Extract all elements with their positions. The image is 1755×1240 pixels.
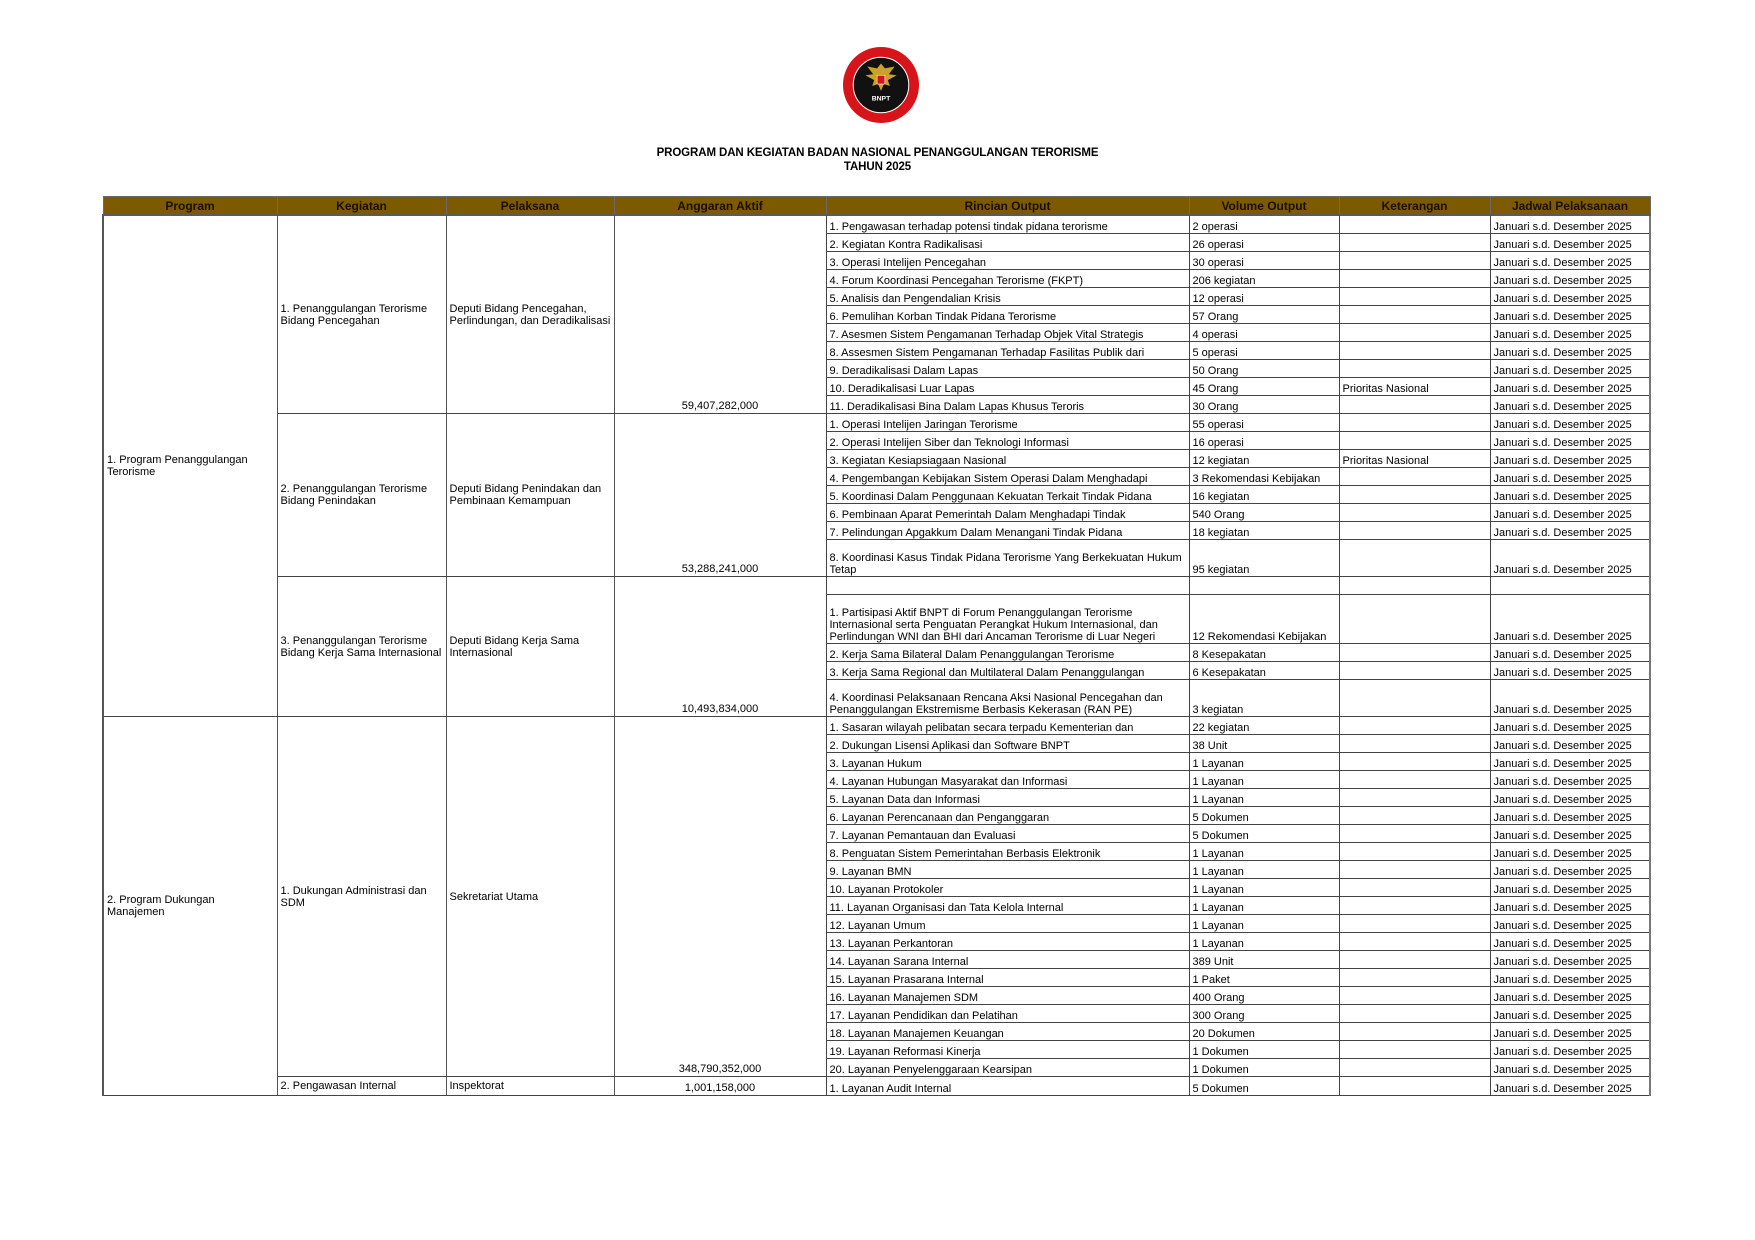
- volume-output-cell: 3 kegiatan: [1189, 680, 1339, 717]
- jadwal-cell: Januari s.d. Desember 2025: [1490, 825, 1650, 843]
- kegiatan-cell: 3. Penanggulangan Terorisme Bidang Kerja Sama Internasional: [277, 577, 446, 717]
- keterangan-cell: [1339, 644, 1490, 662]
- rincian-output-cell: 2. Kegiatan Kontra Radikalisasi: [826, 234, 1189, 252]
- rincian-output-cell: 12. Layanan Umum: [826, 915, 1189, 933]
- volume-output-cell: 18 kegiatan: [1189, 522, 1339, 540]
- column-header-jadwal: Jadwal Pelaksanaan: [1490, 197, 1650, 216]
- table-row: [103, 1077, 1650, 1096]
- keterangan-cell: [1339, 1023, 1490, 1041]
- svg-text:BNPT: BNPT: [871, 95, 891, 103]
- pelaksana-cell: Deputi Bidang Pencegahan, Perlindungan, dan Deradikalisasi: [446, 215, 614, 414]
- rincian-output-cell: 1. Operasi Intelijen Jaringan Terorisme: [826, 414, 1189, 432]
- keterangan-cell: [1339, 595, 1490, 644]
- keterangan-cell: [1339, 680, 1490, 717]
- volume-output-cell: 1 Layanan: [1189, 897, 1339, 915]
- volume-output-cell: 26 operasi: [1189, 234, 1339, 252]
- volume-output-cell: 38 Unit: [1189, 735, 1339, 753]
- keterangan-cell: [1339, 843, 1490, 861]
- jadwal-cell: Januari s.d. Desember 2025: [1490, 662, 1650, 680]
- jadwal-cell: Januari s.d. Desember 2025: [1490, 969, 1650, 987]
- rincian-output-cell: 6. Pembinaan Aparat Pemerintah Dalam Menghadapi Tindak: [826, 504, 1189, 522]
- rincian-output-cell: 13. Layanan Perkantoran: [826, 933, 1189, 951]
- pelaksana-cell: Sekretariat Utama: [446, 717, 614, 1077]
- keterangan-cell: [1339, 735, 1490, 753]
- volume-output-cell: 4 operasi: [1189, 324, 1339, 342]
- volume-output-cell: 400 Orang: [1189, 987, 1339, 1005]
- jadwal-cell: Januari s.d. Desember 2025: [1490, 234, 1650, 252]
- keterangan-cell: [1339, 807, 1490, 825]
- rincian-output-cell: 9. Layanan BMN: [826, 861, 1189, 879]
- rincian-output-cell: 8. Penguatan Sistem Pemerintahan Berbasis Elektronik: [826, 843, 1189, 861]
- volume-output-cell: 30 operasi: [1189, 252, 1339, 270]
- volume-output-cell: 5 Dokumen: [1189, 1077, 1339, 1096]
- keterangan-cell: [1339, 933, 1490, 951]
- keterangan-cell: [1339, 861, 1490, 879]
- table-row: [103, 414, 1650, 432]
- rincian-output-cell: 2. Operasi Intelijen Siber dan Teknologi Informasi: [826, 432, 1189, 450]
- volume-output-cell: 1 Layanan: [1189, 771, 1339, 789]
- rincian-output-cell: 5. Layanan Data dan Informasi: [826, 789, 1189, 807]
- jadwal-cell: Januari s.d. Desember 2025: [1490, 753, 1650, 771]
- jadwal-cell: Januari s.d. Desember 2025: [1490, 1023, 1650, 1041]
- rincian-output-cell: 2. Dukungan Lisensi Aplikasi dan Software BNPT: [826, 735, 1189, 753]
- column-header-kegiatan: Kegiatan: [277, 197, 446, 216]
- anggaran-cell: 1,001,158,000: [614, 1077, 826, 1096]
- keterangan-cell: [1339, 969, 1490, 987]
- volume-output-cell: 1 Layanan: [1189, 933, 1339, 951]
- jadwal-cell: Januari s.d. Desember 2025: [1490, 215, 1650, 234]
- anggaran-cell: 53,288,241,000: [614, 414, 826, 577]
- jadwal-cell: Januari s.d. Desember 2025: [1490, 595, 1650, 644]
- volume-output-cell: 8 Kesepakatan: [1189, 644, 1339, 662]
- keterangan-cell: [1339, 1077, 1490, 1096]
- jadwal-cell: Januari s.d. Desember 2025: [1490, 717, 1650, 735]
- volume-output-cell: 1 Layanan: [1189, 843, 1339, 861]
- rincian-output-cell: 10. Deradikalisasi Luar Lapas: [826, 378, 1189, 396]
- keterangan-cell: [1339, 486, 1490, 504]
- jadwal-cell: Januari s.d. Desember 2025: [1490, 342, 1650, 360]
- jadwal-cell: Januari s.d. Desember 2025: [1490, 1005, 1650, 1023]
- kegiatan-cell: 1. Dukungan Administrasi dan SDM: [277, 717, 446, 1077]
- rincian-output-cell: 11. Layanan Organisasi dan Tata Kelola Internal: [826, 897, 1189, 915]
- rincian-output-cell: 18. Layanan Manajemen Keuangan: [826, 1023, 1189, 1041]
- keterangan-cell: [1339, 540, 1490, 577]
- jadwal-cell: Januari s.d. Desember 2025: [1490, 1059, 1650, 1077]
- jadwal-cell: Januari s.d. Desember 2025: [1490, 933, 1650, 951]
- rincian-output-cell: 8. Koordinasi Kasus Tindak Pidana Terorisme Yang Berkekuatan Hukum Tetap: [826, 540, 1189, 577]
- kegiatan-cell: 2. Pengawasan Internal: [277, 1077, 446, 1096]
- volume-output-cell: 1 Dokumen: [1189, 1059, 1339, 1077]
- keterangan-cell: [1339, 288, 1490, 306]
- jadwal-cell: Januari s.d. Desember 2025: [1490, 789, 1650, 807]
- volume-output-cell: 300 Orang: [1189, 1005, 1339, 1023]
- volume-output-cell: 1 Layanan: [1189, 861, 1339, 879]
- keterangan-cell: [1339, 1059, 1490, 1077]
- volume-output-cell: 389 Unit: [1189, 951, 1339, 969]
- jadwal-cell: Januari s.d. Desember 2025: [1490, 861, 1650, 879]
- keterangan-cell: [1339, 504, 1490, 522]
- jadwal-cell: Januari s.d. Desember 2025: [1490, 843, 1650, 861]
- keterangan-cell: [1339, 306, 1490, 324]
- jadwal-cell: Januari s.d. Desember 2025: [1490, 396, 1650, 414]
- volume-output-cell: 540 Orang: [1189, 504, 1339, 522]
- jadwal-cell: Januari s.d. Desember 2025: [1490, 680, 1650, 717]
- volume-output-cell: 1 Paket: [1189, 969, 1339, 987]
- volume-output-cell: 16 operasi: [1189, 432, 1339, 450]
- jadwal-cell: Januari s.d. Desember 2025: [1490, 486, 1650, 504]
- jadwal-cell: Januari s.d. Desember 2025: [1490, 432, 1650, 450]
- kegiatan-cell: 2. Penanggulangan Terorisme Bidang Penindakan: [277, 414, 446, 577]
- volume-output-cell: [1189, 577, 1339, 595]
- rincian-output-cell: 16. Layanan Manajemen SDM: [826, 987, 1189, 1005]
- column-header-pelaksana: Pelaksana: [446, 197, 614, 216]
- page-subtitle-year: TAHUN 2025: [843, 161, 912, 173]
- volume-output-cell: 1 Layanan: [1189, 789, 1339, 807]
- rincian-output-cell: 4. Forum Koordinasi Pencegahan Terorisme (FKPT): [826, 270, 1189, 288]
- volume-output-cell: 1 Dokumen: [1189, 1041, 1339, 1059]
- jadwal-cell: Januari s.d. Desember 2025: [1490, 807, 1650, 825]
- rincian-output-cell: 3. Layanan Hukum: [826, 753, 1189, 771]
- keterangan-cell: [1339, 1041, 1490, 1059]
- jadwal-cell: Januari s.d. Desember 2025: [1490, 270, 1650, 288]
- rincian-output-cell: 1. Pengawasan terhadap potensi tindak pidana terorisme: [826, 215, 1189, 234]
- keterangan-cell: [1339, 270, 1490, 288]
- rincian-output-cell: 7. Asesmen Sistem Pengamanan Terhadap Objek Vital Strategis: [826, 324, 1189, 342]
- jadwal-cell: Januari s.d. Desember 2025: [1490, 306, 1650, 324]
- rincian-output-cell: [826, 577, 1189, 595]
- jadwal-cell: Januari s.d. Desember 2025: [1490, 1077, 1650, 1096]
- column-header-anggaran: Anggaran Aktif: [614, 197, 826, 216]
- jadwal-cell: Januari s.d. Desember 2025: [1490, 288, 1650, 306]
- rincian-output-cell: 1. Sasaran wilayah pelibatan secara terpadu Kementerian dan: [826, 717, 1189, 735]
- volume-output-cell: 55 operasi: [1189, 414, 1339, 432]
- volume-output-cell: 6 Kesepakatan: [1189, 662, 1339, 680]
- jadwal-cell: Januari s.d. Desember 2025: [1490, 450, 1650, 468]
- keterangan-cell: [1339, 951, 1490, 969]
- volume-output-cell: 12 operasi: [1189, 288, 1339, 306]
- rincian-output-cell: 3. Operasi Intelijen Pencegahan: [826, 252, 1189, 270]
- rincian-output-cell: 2. Kerja Sama Bilateral Dalam Penanggulangan Terorisme: [826, 644, 1189, 662]
- keterangan-cell: [1339, 324, 1490, 342]
- volume-output-cell: 22 kegiatan: [1189, 717, 1339, 735]
- keterangan-cell: [1339, 468, 1490, 486]
- rincian-output-cell: 15. Layanan Prasarana Internal: [826, 969, 1189, 987]
- anggaran-cell: 59,407,282,000: [614, 215, 826, 414]
- jadwal-cell: [1490, 577, 1650, 595]
- rincian-output-cell: 5. Koordinasi Dalam Penggunaan Kekuatan Terkait Tindak Pidana: [826, 486, 1189, 504]
- volume-output-cell: 57 Orang: [1189, 306, 1339, 324]
- volume-output-cell: 1 Layanan: [1189, 753, 1339, 771]
- volume-output-cell: 20 Dokumen: [1189, 1023, 1339, 1041]
- table-row: [103, 577, 1650, 595]
- program-cell: 1. Program Penanggulangan Terorisme: [103, 215, 277, 717]
- jadwal-cell: Januari s.d. Desember 2025: [1490, 540, 1650, 577]
- rincian-output-cell: 6. Pemulihan Korban Tindak Pidana Terorisme: [826, 306, 1189, 324]
- volume-output-cell: 12 kegiatan: [1189, 450, 1339, 468]
- keterangan-cell: [1339, 915, 1490, 933]
- jadwal-cell: Januari s.d. Desember 2025: [1490, 771, 1650, 789]
- volume-output-cell: 1 Layanan: [1189, 915, 1339, 933]
- rincian-output-cell: 11. Deradikalisasi Bina Dalam Lapas Khusus Teroris: [826, 396, 1189, 414]
- keterangan-cell: [1339, 432, 1490, 450]
- anggaran-cell: 348,790,352,000: [614, 717, 826, 1077]
- keterangan-cell: [1339, 987, 1490, 1005]
- jadwal-cell: Januari s.d. Desember 2025: [1490, 951, 1650, 969]
- table-body: [103, 215, 1650, 1096]
- volume-output-cell: 3 Rekomendasi Kebijakan: [1189, 468, 1339, 486]
- keterangan-cell: [1339, 342, 1490, 360]
- jadwal-cell: Januari s.d. Desember 2025: [1490, 360, 1650, 378]
- rincian-output-cell: 10. Layanan Protokoler: [826, 879, 1189, 897]
- table-row: [103, 215, 1650, 234]
- jadwal-cell: Januari s.d. Desember 2025: [1490, 644, 1650, 662]
- keterangan-cell: [1339, 577, 1490, 595]
- keterangan-cell: [1339, 662, 1490, 680]
- jadwal-cell: Januari s.d. Desember 2025: [1490, 468, 1650, 486]
- column-header-rincian: Rincian Output: [826, 197, 1189, 216]
- volume-output-cell: 16 kegiatan: [1189, 486, 1339, 504]
- volume-output-cell: 5 operasi: [1189, 342, 1339, 360]
- keterangan-cell: Prioritas Nasional: [1339, 450, 1490, 468]
- column-header-program: Program: [103, 197, 277, 216]
- bnpt-logo-icon: [842, 46, 920, 124]
- pelaksana-cell: Inspektorat: [446, 1077, 614, 1096]
- jadwal-cell: Januari s.d. Desember 2025: [1490, 879, 1650, 897]
- jadwal-cell: Januari s.d. Desember 2025: [1490, 735, 1650, 753]
- program-activity-table: [102, 196, 1651, 1096]
- rincian-output-cell: 6. Layanan Perencanaan dan Penganggaran: [826, 807, 1189, 825]
- keterangan-cell: [1339, 771, 1490, 789]
- rincian-output-cell: 4. Layanan Hubungan Masyarakat dan Informasi: [826, 771, 1189, 789]
- rincian-output-cell: 19. Layanan Reformasi Kinerja: [826, 1041, 1189, 1059]
- volume-output-cell: 12 Rekomendasi Kebijakan: [1189, 595, 1339, 644]
- anggaran-cell: 10,493,834,000: [614, 577, 826, 717]
- program-cell: 2. Program Dukungan Manajemen: [103, 717, 277, 1096]
- table-header-row: [103, 197, 1650, 216]
- keterangan-cell: [1339, 360, 1490, 378]
- volume-output-cell: 1 Layanan: [1189, 879, 1339, 897]
- rincian-output-cell: 14. Layanan Sarana Internal: [826, 951, 1189, 969]
- rincian-output-cell: 3. Kerja Sama Regional dan Multilateral Dalam Penanggulangan: [826, 662, 1189, 680]
- jadwal-cell: Januari s.d. Desember 2025: [1490, 324, 1650, 342]
- keterangan-cell: [1339, 897, 1490, 915]
- keterangan-cell: [1339, 789, 1490, 807]
- rincian-output-cell: 3. Kegiatan Kesiapsiagaan Nasional: [826, 450, 1189, 468]
- volume-output-cell: 206 kegiatan: [1189, 270, 1339, 288]
- keterangan-cell: [1339, 717, 1490, 735]
- rincian-output-cell: 4. Pengembangan Kebijakan Sistem Operasi Dalam Menghadapi: [826, 468, 1189, 486]
- rincian-output-cell: 4. Koordinasi Pelaksanaan Rencana Aksi Nasional Pencegahan dan Penanggulangan Ekstremisme Berbasis Kekerasan (RAN PE): [826, 680, 1189, 717]
- kegiatan-cell: 1. Penanggulangan Terorisme Bidang Pencegahan: [277, 215, 446, 414]
- column-header-keterangan: Keterangan: [1339, 197, 1490, 216]
- rincian-output-cell: 8. Assesmen Sistem Pengamanan Terhadap Fasilitas Publik dari: [826, 342, 1189, 360]
- keterangan-cell: [1339, 414, 1490, 432]
- keterangan-cell: [1339, 1005, 1490, 1023]
- keterangan-cell: Prioritas Nasional: [1339, 378, 1490, 396]
- jadwal-cell: Januari s.d. Desember 2025: [1490, 378, 1650, 396]
- jadwal-cell: Januari s.d. Desember 2025: [1490, 522, 1650, 540]
- page-title: PROGRAM DAN KEGIATAN BADAN NASIONAL PENANGGULANGAN TERORISME: [656, 147, 1099, 159]
- pelaksana-cell: Deputi Bidang Kerja Sama Internasional: [446, 577, 614, 717]
- jadwal-cell: Januari s.d. Desember 2025: [1490, 987, 1650, 1005]
- keterangan-cell: [1339, 234, 1490, 252]
- jadwal-cell: Januari s.d. Desember 2025: [1490, 897, 1650, 915]
- rincian-output-cell: 5. Analisis dan Pengendalian Krisis: [826, 288, 1189, 306]
- volume-output-cell: 30 Orang: [1189, 396, 1339, 414]
- jadwal-cell: Januari s.d. Desember 2025: [1490, 414, 1650, 432]
- keterangan-cell: [1339, 215, 1490, 234]
- jadwal-cell: Januari s.d. Desember 2025: [1490, 1041, 1650, 1059]
- keterangan-cell: [1339, 252, 1490, 270]
- jadwal-cell: Januari s.d. Desember 2025: [1490, 504, 1650, 522]
- keterangan-cell: [1339, 825, 1490, 843]
- rincian-output-cell: 20. Layanan Penyelenggaraan Kearsipan: [826, 1059, 1189, 1077]
- volume-output-cell: 50 Orang: [1189, 360, 1339, 378]
- rincian-output-cell: 1. Layanan Audit Internal: [826, 1077, 1189, 1096]
- keterangan-cell: [1339, 753, 1490, 771]
- rincian-output-cell: 17. Layanan Pendidikan dan Pelatihan: [826, 1005, 1189, 1023]
- keterangan-cell: [1339, 396, 1490, 414]
- rincian-output-cell: 7. Layanan Pemantauan dan Evaluasi: [826, 825, 1189, 843]
- rincian-output-cell: 9. Deradikalisasi Dalam Lapas: [826, 360, 1189, 378]
- table-row: [103, 717, 1650, 735]
- volume-output-cell: 5 Dokumen: [1189, 807, 1339, 825]
- volume-output-cell: 45 Orang: [1189, 378, 1339, 396]
- volume-output-cell: 5 Dokumen: [1189, 825, 1339, 843]
- rincian-output-cell: 7. Pelindungan Apgakkum Dalam Menangani Tindak Pidana: [826, 522, 1189, 540]
- volume-output-cell: 95 kegiatan: [1189, 540, 1339, 577]
- column-header-volume: Volume Output: [1189, 197, 1339, 216]
- rincian-output-cell: 1. Partisipasi Aktif BNPT di Forum Penanggulangan Terorisme Internasional serta Penguatan Perangkat Hukum Internasional, dan Perlindungan WNI dan BHI dari Ancaman Terorisme di Luar Negeri: [826, 595, 1189, 644]
- keterangan-cell: [1339, 879, 1490, 897]
- jadwal-cell: Januari s.d. Desember 2025: [1490, 915, 1650, 933]
- jadwal-cell: Januari s.d. Desember 2025: [1490, 252, 1650, 270]
- keterangan-cell: [1339, 522, 1490, 540]
- pelaksana-cell: Deputi Bidang Penindakan dan Pembinaan Kemampuan: [446, 414, 614, 577]
- volume-output-cell: 2 operasi: [1189, 215, 1339, 234]
